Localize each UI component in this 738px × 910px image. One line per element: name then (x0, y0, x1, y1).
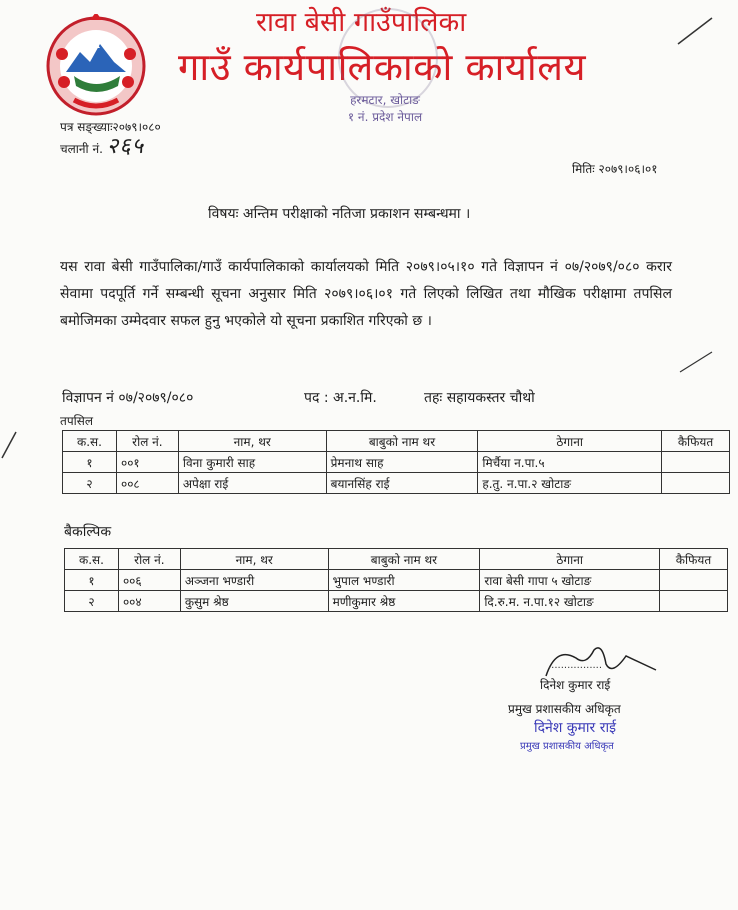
signatory-title: प्रमुख प्रशासकीय अधिकृत (508, 702, 621, 716)
cell-address: ह.तु. न.पा.२ खोटाङ (478, 473, 662, 494)
signatory-stamp-name: दिनेश कुमार राई (534, 720, 616, 736)
col-header-address: ठेगाना (478, 431, 662, 452)
advert-level: तहः सहायकस्तर चौथो (424, 390, 535, 406)
chalani-label: चलानी नं. (60, 142, 103, 156)
tapasil-label: तपसिल (60, 414, 94, 428)
cell-sn: १ (65, 570, 119, 591)
col-header-remarks: कैफियत (662, 431, 730, 452)
margin-mark (676, 16, 716, 46)
cell-roll: ००६ (118, 570, 180, 591)
stamp-line-2: १ नं. प्रदेश नेपाल (347, 110, 423, 124)
advert-number: विज्ञापन नं ०७/२०७९/०८० (62, 390, 194, 406)
office-stamp-text (300, 92, 470, 126)
col-header-name: नाम, थर (178, 431, 326, 452)
cell-name: कुसुम श्रेष्ठ (180, 591, 328, 612)
signatory-stamp-title: प्रमुख प्रशासकीय अधिकृत (520, 741, 614, 752)
alternate-candidates-table (64, 548, 728, 612)
office-name: गाउँ कार्यपालिकाको कार्यालय (178, 45, 587, 89)
col-header-sn: क.स. (63, 431, 117, 452)
cell-father: मणीकुमार श्रेष्ठ (328, 591, 480, 612)
letter-date: मितिः २०७९।०६।०१ (572, 162, 658, 176)
cell-roll: ००४ (118, 591, 180, 612)
reference-block (60, 118, 161, 159)
table-row (65, 591, 728, 612)
cell-name: विना कुमारी साह (178, 452, 326, 473)
selected-candidates-table (62, 430, 730, 494)
table-row (63, 452, 730, 473)
chalani-value: २६५ (106, 134, 145, 159)
col-header-roll: रोल नं. (116, 431, 178, 452)
patra-value: २०७९।०८० (112, 120, 161, 134)
col-header-roll: रोल नं. (118, 549, 180, 570)
table-row (65, 570, 728, 591)
alternate-label: बैकल्पिक (64, 524, 112, 540)
cell-address: रावा बेसी गापा ५ खोटाङ (480, 570, 660, 591)
signatory-name: दिनेश कुमार राई (540, 678, 611, 692)
cell-remarks (662, 452, 730, 473)
margin-mark (0, 430, 20, 460)
cell-address: मिर्चैया न.पा.५ (478, 452, 662, 473)
cell-sn: १ (63, 452, 117, 473)
col-header-remarks: कैफियत (660, 549, 728, 570)
col-header-father: बाबुको नाम थर (328, 549, 480, 570)
cell-sn: २ (65, 591, 119, 612)
advert-post: पद : अ.न.मि. (304, 390, 377, 406)
patra-label: पत्र सङ्ख्याः (60, 120, 113, 134)
table-row (63, 473, 730, 494)
notice-body: यस रावा बेसी गाउँपालिका/गाउँ कार्यपालिकाको कार्यालयको मिति २०७९।०५।१० गते विज्ञापन नं ०७/२०७९/०८० करार सेवामा पदपूर्ति गर्ने सम्बन्धी सूचना अनुसार मिति २०७९।०६।०१ गते लिएको लिखित तथा मौखिक परीक्षामा तपसिल बमोजिमका उम्मेदवार सफल हुनु भएकोले यो सूचना प्रकाशित गरिएको छ । (60, 259, 672, 329)
cell-father: भुपाल भण्डारी (328, 570, 480, 591)
cell-remarks (660, 570, 728, 591)
nepal-emblem-icon (44, 14, 148, 118)
cell-father: प्रेमनाथ साह (326, 452, 478, 473)
cell-sn: २ (63, 473, 117, 494)
stamp-line-1: हरमटार, खोटाङ (350, 93, 420, 107)
table-header-row (63, 431, 730, 452)
cell-remarks (662, 473, 730, 494)
municipality-name: रावा बेसी गाउँपालिका (256, 7, 467, 38)
col-header-name: नाम, थर (180, 549, 328, 570)
signature-line: ................. (548, 660, 603, 671)
col-header-father: बाबुको नाम थर (326, 431, 478, 452)
subject-line: विषयः अन्तिम परीक्षाको नतिजा प्रकाशन सम्बन्धमा । (208, 206, 471, 222)
cell-roll: ००८ (116, 473, 178, 494)
col-header-address: ठेगाना (480, 549, 660, 570)
margin-mark (676, 348, 716, 378)
col-header-sn: क.स. (65, 549, 119, 570)
cell-father: बयानसिंह राई (326, 473, 478, 494)
cell-address: दि.रु.म. न.पा.१२ खोटाङ (480, 591, 660, 612)
table-header-row (65, 549, 728, 570)
cell-name: अपेक्षा राई (178, 473, 326, 494)
cell-name: अञ्जना भण्डारी (180, 570, 328, 591)
cell-remarks (660, 591, 728, 612)
cell-roll: ००१ (116, 452, 178, 473)
